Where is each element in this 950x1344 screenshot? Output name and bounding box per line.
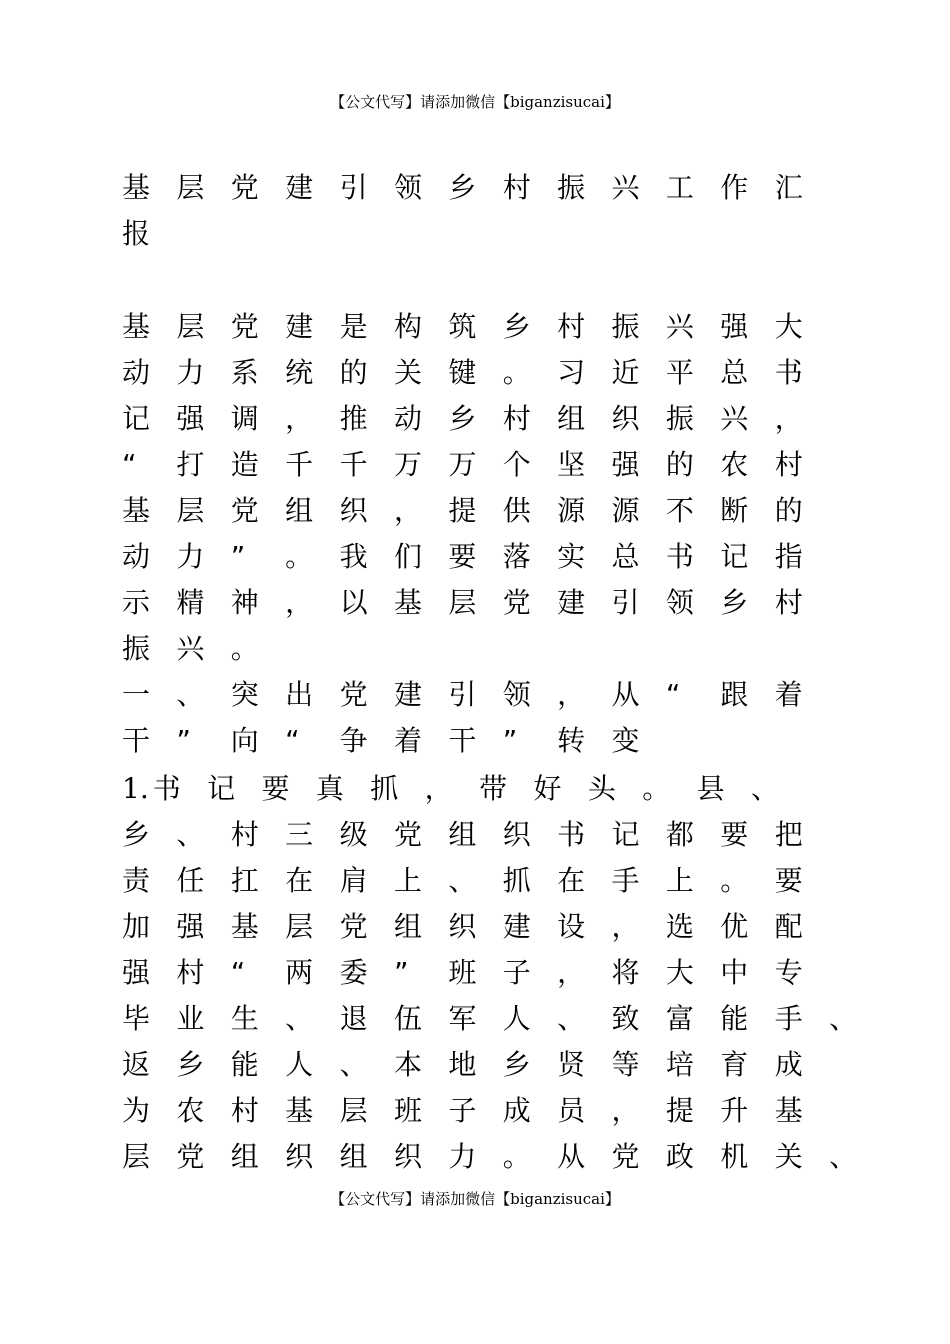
- text-char: 上: [665, 864, 694, 897]
- text-char: 织: [339, 494, 368, 527]
- text-char: 要: [448, 540, 477, 573]
- text-char: 、: [829, 1002, 858, 1035]
- text-char: 基: [393, 586, 422, 619]
- text-char: 组: [448, 818, 477, 851]
- text-char: 转: [557, 724, 586, 757]
- text-char: 班: [393, 1094, 422, 1127]
- text-char: 人: [502, 1002, 531, 1035]
- text-line: [122, 1045, 829, 1085]
- text-char: 乡: [122, 818, 151, 851]
- text-char: 供: [502, 494, 531, 527]
- text-char: 伍: [393, 1002, 422, 1035]
- text-line: [122, 307, 829, 347]
- text-line: [122, 583, 829, 623]
- text-char: 近: [611, 356, 640, 389]
- text-char: 基: [230, 910, 259, 943]
- text-line: [122, 214, 176, 254]
- text-char: 组: [285, 494, 314, 527]
- text-char: 成: [774, 1048, 803, 1081]
- text-char: 领: [393, 171, 422, 204]
- text-line: [122, 861, 829, 901]
- text-line: [122, 491, 829, 531]
- text-char: 层: [122, 1140, 151, 1173]
- text-char: “: [665, 678, 681, 711]
- text-char: 配: [774, 910, 803, 943]
- text-char: 乡: [502, 1048, 531, 1081]
- text-char: 书: [774, 356, 803, 389]
- text-char: 抓: [502, 864, 531, 897]
- text-char: 乡: [448, 171, 477, 204]
- text-char: 示: [122, 586, 151, 619]
- text-char: 培: [665, 1048, 694, 1081]
- text-char: 强: [176, 402, 205, 435]
- text-char: 都: [665, 818, 694, 851]
- text-char: 断: [720, 494, 749, 527]
- text-char: 优: [720, 910, 749, 943]
- text-char: 造: [230, 448, 259, 481]
- text-char: 建: [557, 586, 586, 619]
- text-char: 好: [533, 772, 562, 805]
- text-line: [122, 999, 883, 1039]
- text-char: 跟: [720, 678, 749, 711]
- text-char: 力: [176, 540, 205, 573]
- text-char: 系: [230, 356, 259, 389]
- text-char: 委: [339, 956, 368, 989]
- text-char: 神: [230, 586, 259, 619]
- text-char: 、: [339, 1048, 368, 1081]
- text-char: 记: [720, 540, 749, 573]
- text-char: 的: [339, 356, 368, 389]
- text-char: 强: [611, 448, 640, 481]
- text-char: 专: [774, 956, 803, 989]
- text-line: [122, 769, 805, 809]
- text-char: 一: [122, 678, 151, 711]
- text-char: 人: [285, 1048, 314, 1081]
- text-char: 、: [285, 1002, 314, 1035]
- text-char: ，: [285, 402, 314, 435]
- text-char: 、: [829, 1140, 858, 1173]
- text-char: 手: [611, 864, 640, 897]
- text-char: 领: [665, 586, 694, 619]
- text-char: 工: [665, 171, 694, 204]
- text-char: 层: [176, 310, 205, 343]
- page-footer: 【公文代写】请添加微信【biganzisucai】: [330, 1190, 620, 1208]
- text-char: 党: [393, 818, 422, 851]
- text-char: 三: [285, 818, 314, 851]
- text-char: 动: [122, 356, 151, 389]
- text-line: [122, 168, 829, 208]
- page-header: 【公文代写】请添加微信【biganzisucai】: [330, 93, 620, 111]
- text-char: 员: [557, 1094, 586, 1127]
- text-char: 政: [665, 1140, 694, 1173]
- text-char: 关: [393, 356, 422, 389]
- text-char: 村: [557, 310, 586, 343]
- text-char: 建: [393, 678, 422, 711]
- text-char: 关: [774, 1140, 803, 1173]
- text-char: 机: [720, 1140, 749, 1173]
- text-char: 振: [611, 310, 640, 343]
- text-char: 升: [720, 1094, 749, 1127]
- text-char: 争: [339, 724, 368, 757]
- text-char: 的: [665, 448, 694, 481]
- text-char: 层: [448, 586, 477, 619]
- text-char: 突: [230, 678, 259, 711]
- text-char: 兴: [665, 310, 694, 343]
- text-char: 兴: [176, 632, 205, 665]
- text-char: 层: [285, 910, 314, 943]
- text-char: 总: [611, 540, 640, 573]
- text-char: 我: [339, 540, 368, 573]
- text-char: 党: [230, 171, 259, 204]
- text-char: 设: [557, 910, 586, 943]
- text-char: 乡: [502, 310, 531, 343]
- text-char: 。: [642, 772, 671, 805]
- text-char: 大: [665, 956, 694, 989]
- text-char: 干: [448, 724, 477, 757]
- text-char: 强: [122, 956, 151, 989]
- text-char: 毕: [122, 1002, 151, 1035]
- text-char: 向: [230, 724, 259, 757]
- text-char: 子: [448, 1094, 477, 1127]
- text-char: 建: [285, 310, 314, 343]
- text-char: 变: [611, 724, 640, 757]
- text-char: 建: [502, 910, 531, 943]
- text-char: 贤: [557, 1048, 586, 1081]
- text-char: 动: [122, 540, 151, 573]
- text-char: ，: [611, 910, 640, 943]
- text-char: 中: [720, 956, 749, 989]
- text-char: 党: [230, 494, 259, 527]
- text-char: 报: [122, 217, 151, 250]
- text-char: 调: [230, 402, 259, 435]
- text-char: 县: [696, 772, 725, 805]
- text-char: 任: [176, 864, 205, 897]
- text-char: 为: [122, 1094, 151, 1127]
- text-char: 书: [665, 540, 694, 573]
- text-line: [122, 629, 285, 669]
- text-char: 引: [611, 586, 640, 619]
- text-char: 强: [176, 910, 205, 943]
- text-char: 层: [176, 494, 205, 527]
- text-char: 、: [448, 864, 477, 897]
- text-char: 能: [720, 1002, 749, 1035]
- text-char: 层: [339, 1094, 368, 1127]
- text-char: 振: [557, 171, 586, 204]
- text-char: 习: [557, 356, 586, 389]
- text-char: “: [122, 448, 137, 481]
- text-char: 两: [285, 956, 314, 989]
- text-line: [122, 1137, 883, 1177]
- text-char: 着: [774, 678, 803, 711]
- text-char: ，: [557, 956, 586, 989]
- text-char: 织: [393, 1140, 422, 1173]
- text-char: 、: [176, 818, 205, 851]
- text-line: [122, 675, 829, 715]
- text-char: 村: [774, 448, 803, 481]
- text-char: 引: [339, 171, 368, 204]
- text-char: 筑: [448, 310, 477, 343]
- text-char: 不: [665, 494, 694, 527]
- text-char: 肩: [339, 864, 368, 897]
- text-char: ”: [176, 724, 191, 757]
- text-char: 干: [122, 724, 151, 757]
- text-char: 。: [720, 864, 749, 897]
- text-char: 织: [502, 818, 531, 851]
- text-char: 引: [448, 678, 477, 711]
- text-char: 党: [339, 910, 368, 943]
- text-char: 着: [393, 724, 422, 757]
- text-char: 地: [448, 1048, 477, 1081]
- text-char: 织: [285, 1140, 314, 1173]
- text-char: 能: [230, 1048, 259, 1081]
- text-char: ，: [611, 1094, 640, 1127]
- text-char: 党: [339, 678, 368, 711]
- text-char: 组: [557, 402, 586, 435]
- text-char: 党: [611, 1140, 640, 1173]
- text-char: 千: [285, 448, 314, 481]
- text-char: 力: [176, 356, 205, 389]
- text-char: 乡: [720, 586, 749, 619]
- text-char: 班: [448, 956, 477, 989]
- text-char: 本: [393, 1048, 422, 1081]
- text-char: 子: [502, 956, 531, 989]
- text-line: [122, 953, 829, 993]
- text-char: 从: [611, 678, 640, 711]
- text-char: “: [230, 956, 246, 989]
- text-char: 打: [176, 448, 205, 481]
- text-char: 千: [339, 448, 368, 481]
- text-char: 提: [448, 494, 477, 527]
- text-char: 等: [611, 1048, 640, 1081]
- text-char: 1.: [122, 772, 149, 805]
- text-char: 。: [285, 540, 314, 573]
- text-char: “: [285, 724, 300, 757]
- text-char: 军: [448, 1002, 477, 1035]
- text-char: 扛: [230, 864, 259, 897]
- text-line: [122, 399, 829, 439]
- text-char: 。: [502, 1140, 531, 1173]
- text-char: 实: [557, 540, 586, 573]
- text-char: 村: [176, 956, 205, 989]
- text-char: 选: [665, 910, 694, 943]
- text-char: 书: [557, 818, 586, 851]
- text-char: 真: [315, 772, 344, 805]
- text-char: 汇: [774, 171, 803, 204]
- text-char: 致: [611, 1002, 640, 1035]
- text-char: ，: [393, 494, 422, 527]
- text-char: 头: [587, 772, 616, 805]
- text-char: 党: [230, 310, 259, 343]
- text-char: 把: [774, 818, 803, 851]
- text-char: 。: [230, 632, 259, 665]
- text-char: 兴: [720, 402, 749, 435]
- text-char: 万: [393, 448, 422, 481]
- text-char: 平: [665, 356, 694, 389]
- text-char: 基: [285, 1094, 314, 1127]
- text-char: 指: [774, 540, 803, 573]
- text-char: 、: [557, 1002, 586, 1035]
- text-char: 个: [502, 448, 531, 481]
- text-char: 、: [751, 772, 780, 805]
- text-char: 、: [176, 678, 205, 711]
- text-char: 层: [176, 171, 205, 204]
- text-char: 加: [122, 910, 151, 943]
- text-char: 大: [774, 310, 803, 343]
- text-char: 总: [720, 356, 749, 389]
- text-char: 村: [774, 586, 803, 619]
- text-char: 以: [339, 586, 368, 619]
- text-char: 振: [665, 402, 694, 435]
- text-char: 农: [720, 448, 749, 481]
- text-char: 基: [774, 1094, 803, 1127]
- text-char: 记: [611, 818, 640, 851]
- text-char: 富: [665, 1002, 694, 1035]
- text-char: ”: [230, 540, 246, 573]
- text-char: 返: [122, 1048, 151, 1081]
- text-line: [122, 537, 829, 577]
- text-char: 记: [122, 402, 151, 435]
- text-char: 基: [122, 171, 151, 204]
- text-char: 精: [176, 586, 205, 619]
- text-char: 村: [502, 171, 531, 204]
- text-char: 责: [122, 864, 151, 897]
- text-char: 的: [774, 494, 803, 527]
- text-char: 业: [176, 1002, 205, 1035]
- text-line: [122, 445, 829, 485]
- text-char: 生: [230, 1002, 259, 1035]
- text-char: 乡: [448, 402, 477, 435]
- text-char: 源: [557, 494, 586, 527]
- text-char: 手: [774, 1002, 803, 1035]
- text-char: 组: [339, 1140, 368, 1173]
- text-char: 作: [720, 171, 749, 204]
- text-char: ，: [774, 402, 803, 435]
- text-char: 上: [393, 864, 422, 897]
- text-char: 带: [479, 772, 508, 805]
- text-char: ，: [285, 586, 314, 619]
- text-char: 记: [207, 772, 236, 805]
- text-char: 组: [230, 1140, 259, 1173]
- text-char: 力: [448, 1140, 477, 1173]
- text-char: 强: [720, 310, 749, 343]
- text-char: 们: [393, 540, 422, 573]
- text-char: 织: [448, 910, 477, 943]
- text-char: 村: [230, 818, 259, 851]
- text-char: 建: [285, 171, 314, 204]
- text-char: 坚: [557, 448, 586, 481]
- text-char: 基: [122, 310, 151, 343]
- text-char: 要: [261, 772, 290, 805]
- text-line: [122, 353, 829, 393]
- text-char: 落: [502, 540, 531, 573]
- text-char: 党: [176, 1140, 205, 1173]
- text-char: 级: [339, 818, 368, 851]
- text-char: 提: [665, 1094, 694, 1127]
- text-char: 构: [393, 310, 422, 343]
- text-char: 领: [502, 678, 531, 711]
- text-char: ”: [393, 956, 409, 989]
- text-char: 万: [448, 448, 477, 481]
- text-char: 党: [502, 586, 531, 619]
- text-char: 从: [557, 1140, 586, 1173]
- text-line: [122, 815, 829, 855]
- text-char: 组: [393, 910, 422, 943]
- text-char: 村: [502, 402, 531, 435]
- text-char: 村: [230, 1094, 259, 1127]
- text-char: 键: [448, 356, 477, 389]
- text-char: ”: [502, 724, 518, 757]
- text-char: 在: [557, 864, 586, 897]
- text-char: 推: [339, 402, 368, 435]
- text-char: 成: [502, 1094, 531, 1127]
- text-line: [122, 721, 666, 761]
- text-char: 在: [285, 864, 314, 897]
- text-char: 源: [611, 494, 640, 527]
- text-char: 农: [176, 1094, 205, 1127]
- text-char: 抓: [370, 772, 399, 805]
- text-char: 动: [393, 402, 422, 435]
- text-char: 退: [339, 1002, 368, 1035]
- text-line: [122, 1091, 829, 1131]
- text-char: 。: [502, 356, 531, 389]
- text-char: ，: [557, 678, 586, 711]
- text-char: 统: [285, 356, 314, 389]
- text-char: 书: [152, 772, 181, 805]
- text-char: 是: [339, 310, 368, 343]
- text-char: 要: [774, 864, 803, 897]
- text-char: ，: [424, 772, 453, 805]
- text-char: 基: [122, 494, 151, 527]
- text-char: 织: [611, 402, 640, 435]
- text-char: 出: [285, 678, 314, 711]
- text-char: 将: [611, 956, 640, 989]
- text-char: 兴: [611, 171, 640, 204]
- text-char: 乡: [176, 1048, 205, 1081]
- text-char: 育: [720, 1048, 749, 1081]
- text-char: 要: [720, 818, 749, 851]
- text-char: 振: [122, 632, 151, 665]
- text-line: [122, 907, 829, 947]
